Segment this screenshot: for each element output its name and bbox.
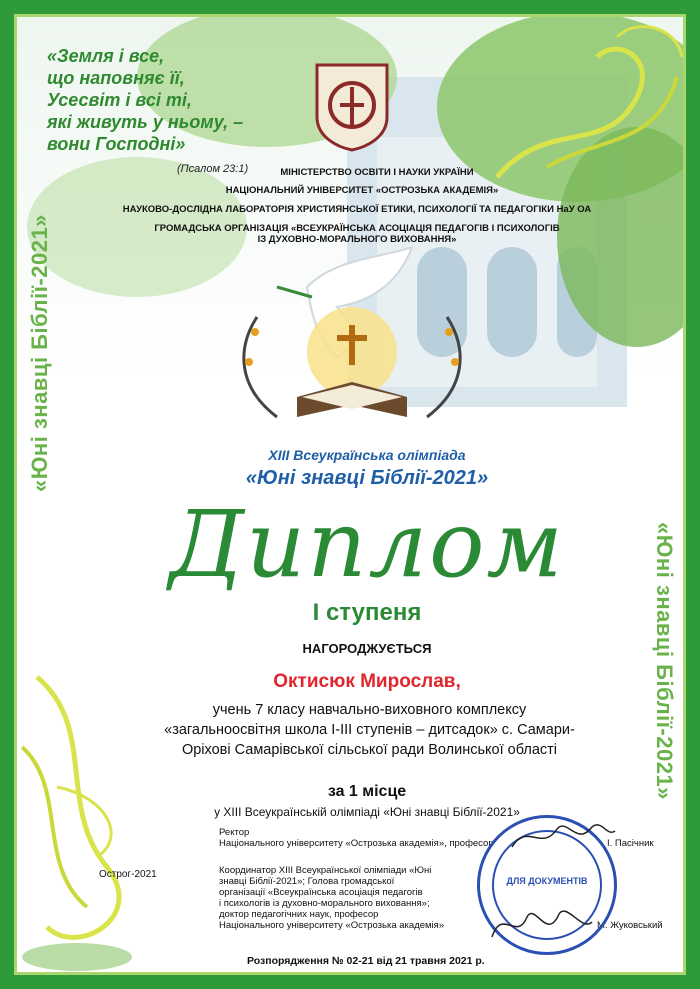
rector-affiliation: Національного університету «Острозька академія», професор	[219, 838, 494, 849]
org-university: НАЦІОНАЛЬНИЙ УНІВЕРСИТЕТ «ОСТРОЗЬКА АКАДЕМІЯ»	[225, 185, 499, 196]
quote-source: (Псалом 23:1)	[177, 163, 249, 175]
coordinator-line: Координатор ХІІІ Всеукраїнської олімпіади «Юні	[219, 865, 432, 876]
quote-line: «Земля і все,	[47, 46, 165, 66]
decree-reference: Розпорядження № 02-21 від 21 травня 2021 р.	[247, 955, 485, 967]
recipient-description	[127, 700, 612, 760]
quote-line: що наповняє її,	[47, 68, 185, 88]
description-line: «загальноосвітня школа І-ІІІ ступенів – дитсадок» с. Самари-	[164, 722, 575, 738]
corner-ornament-top-right	[487, 17, 686, 187]
rector-handwritten-signature	[507, 817, 617, 857]
coordinator-signature-block	[219, 865, 479, 931]
side-text-right: «Юні знавці Біблії-2021»	[652, 522, 677, 800]
coordinator-name: М. Жуковський	[597, 920, 663, 931]
coordinator-line: доктор педагогічних наук, професор	[219, 909, 379, 920]
diploma-degree: І ступеня	[312, 599, 422, 626]
stamp-label: ДЛЯ ДОКУМЕНТІВ	[506, 876, 588, 886]
quote-line: Усесвіт і всі ті,	[47, 90, 192, 110]
coordinator-line: і психологів із духовно-морального виховання»;	[219, 898, 430, 909]
side-text-left: «Юні знавці Біблії-2021»	[27, 214, 52, 492]
diploma-title: Диплом	[169, 491, 565, 598]
description-line: Оріхові Самарівської сільської ради Волинської області	[181, 742, 558, 758]
org-association-line1: ГРОМАДСЬКА ОРГАНІЗАЦІЯ «ВСЕУКРАЇНСЬКА АСОЦІАЦІЯ ПЕДАГОГІВ І ПСИХОЛОГІВ	[154, 223, 560, 234]
coordinator-line: знавці Біблії-2021»; Голова громадської	[219, 876, 395, 887]
org-ministry: МІНІСТЕРСТВО ОСВІТИ І НАУКИ УКРАЇНИ	[280, 167, 474, 178]
org-association-line2: ІЗ ДУХОВНО-МОРАЛЬНОГО ВИХОВАННЯ»	[257, 234, 457, 245]
description-line: учень 7 класу навчально-виховного комплексу	[212, 702, 527, 718]
recipient-name: Октисюк Мирослав,	[273, 671, 461, 692]
psalm-quote	[47, 45, 277, 155]
olympiad-title-line2: «Юні знавці Біблії-2021»	[245, 467, 489, 489]
place-award: за 1 місце	[327, 783, 407, 800]
coordinator-line: організації «Всеукраїнська асоціація педагогів	[219, 887, 423, 898]
city-year: Острог-2021	[99, 869, 157, 880]
olympiad-title-line1: ХІІІ Всеукраїнська олімпіада	[268, 447, 466, 463]
quote-line: які живуть у ньому, –	[47, 112, 244, 132]
quote-line: вони Господні»	[47, 134, 186, 154]
diploma-inner-panel	[14, 14, 686, 975]
place-detail: у ХІІІ Всеукраїнській олімпіаді «Юні знавці Біблії-2021»	[214, 805, 520, 819]
rector-name: І. Пасічник	[607, 838, 654, 849]
coordinator-line: Національного університету «Острозька академія»	[219, 920, 445, 931]
dove-bible-laurel-icon	[217, 247, 487, 437]
rector-title: Ректор	[219, 827, 250, 838]
academy-emblem-icon	[307, 57, 397, 152]
coordinator-handwritten-signature	[487, 902, 597, 947]
awarded-label: НАГОРОДЖУЄТЬСЯ	[302, 641, 432, 656]
org-laboratory: НАУКОВО-ДОСЛІДНА ЛАБОРАТОРІЯ ХРИСТИЯНСЬКОЇ ЕТИКИ, ПСИХОЛОГІЇ ТА ПЕДАГОГІКИ НаУ ОА	[122, 204, 592, 215]
